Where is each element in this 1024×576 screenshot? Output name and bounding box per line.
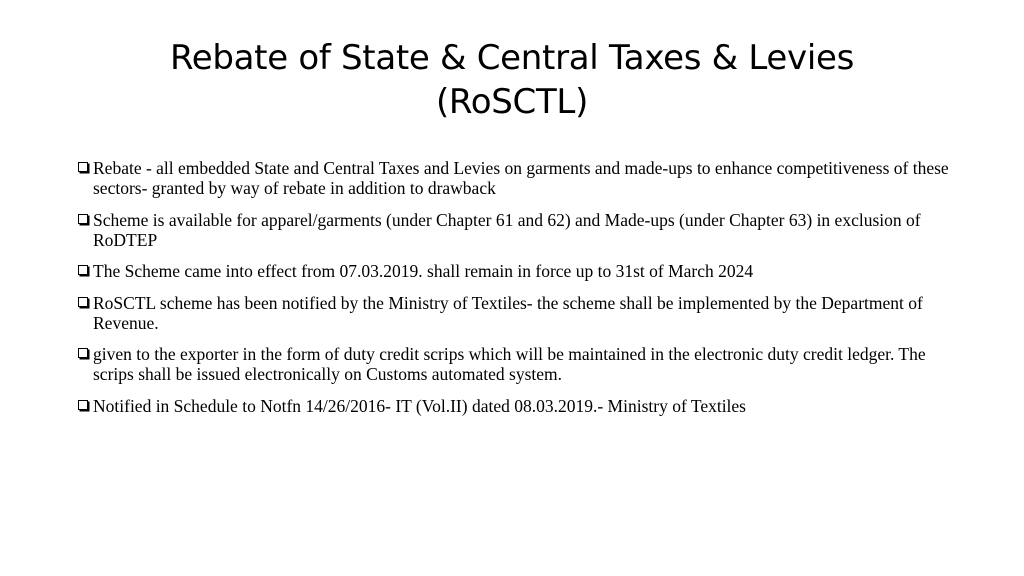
bullet-item-1 — [78, 158, 958, 198]
square-bullet-icon — [78, 348, 88, 358]
title-line-2: (RoSCTL) — [435, 82, 589, 122]
square-bullet-icon — [78, 297, 88, 307]
square-bullet-icon — [78, 400, 88, 410]
bullet-item-3 — [78, 261, 958, 281]
square-bullet-icon — [78, 265, 88, 275]
bullet-item-2 — [78, 210, 958, 250]
bullet-text: RoSCTL scheme has been notified by the Ministry of Textiles- the scheme shall be implemented by the Department of Revenue. — [93, 292, 923, 333]
bullet-text: Rebate - all embedded State and Central Taxes and Levies on garments and made-ups to enhance competitiveness of these sectors- granted by way of rebate in addition to drawback — [93, 158, 949, 198]
bullet-text: Scheme is available for apparel/garments (under Chapter 61 and 62) and Made-ups (under Chapter 63) in exclusion of RoDTEP — [93, 209, 921, 250]
bullet-text: given to the exporter in the form of duty credit scrips which will be maintained in the electronic duty credit ledger. The scrips shall be issued electronically on Customs automated system. — [93, 344, 926, 384]
bullet-list — [78, 158, 958, 427]
square-bullet-icon — [78, 162, 88, 172]
square-bullet-icon — [78, 214, 88, 224]
slide-title — [70, 36, 954, 124]
title-line-1: Rebate of State & Central Taxes & Levies — [169, 38, 855, 78]
bullet-item-5 — [78, 344, 958, 384]
bullet-text: Notified in Schedule to Notfn 14/26/2016- IT (Vol.II) dated 08.03.2019.- Ministry of Textiles — [93, 395, 746, 416]
bullet-text: The Scheme came into effect from 07.03.2019. shall remain in force up to 31st of March 2024 — [93, 261, 754, 281]
bullet-item-6 — [78, 396, 958, 416]
bullet-item-4 — [78, 293, 958, 333]
